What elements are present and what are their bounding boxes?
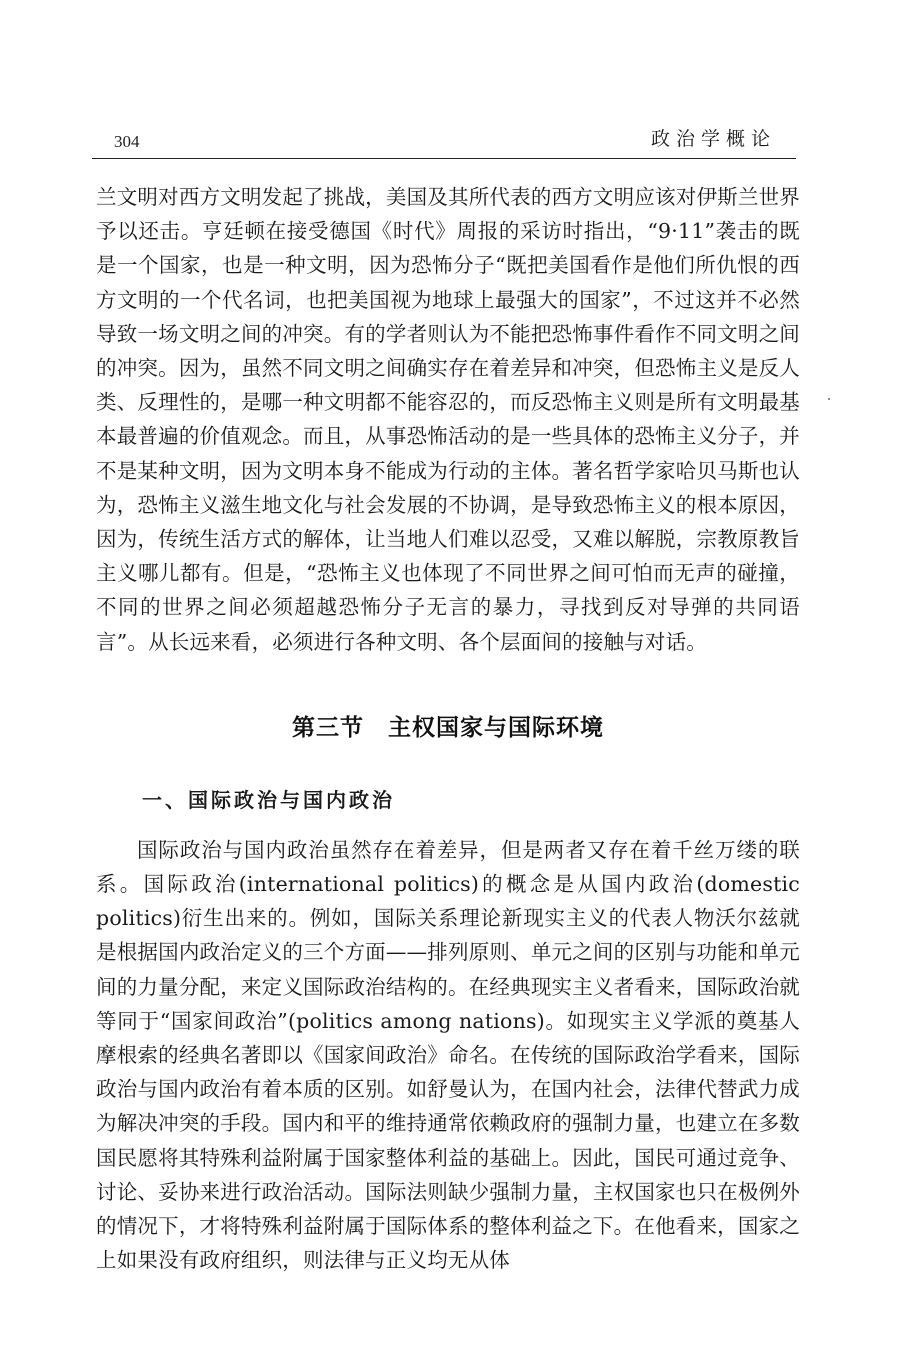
page-number: 304 (114, 132, 140, 151)
section-heading: 第三节 主权国家与国际环境 (292, 714, 604, 741)
page-body (96, 180, 800, 1277)
subsection-heading: 一、国际政治与国内政治 (142, 787, 395, 812)
body-paragraph: 兰文明对西方文明发起了挑战，美国及其所代表的西方文明应该对伊斯兰世界予以还击。亨廷顿在接受德国《时代》周报的采访时指出，“9·11”袭击的既是一个国家，也是一种文明，因为恐怖分子“既把美国看作是他们所仇恨的西方文明的一个代名词，也把美国视为地球上最强大的国家”，不过这并不必然导致一场文明之间的冲突。有的学者则认为不能把恐怖事件看作不同文明之间的冲突。因为，虽然不同文明之间确实存在着差异和冲突，但恐怖主义是反人类、反理性的，是哪一种文明都不能容忍的，而反恐怖主义则是所有文明最基本最普遍的价值观念。而且，从事恐怖活动的是一些具体的恐怖主义分子，并不是某种文明，因为文明本身不能成为行动的主体。著名哲学家哈贝马斯也认为，恐怖主义滋生地文化与社会发展的不协调，是导致恐怖主义的根本原因，因为，传统生活方式的解体，让当地人们难以忍受，又难以解脱，宗教原教旨主义哪儿都有。但是，“恐怖主义也体现了不同世界之间可怕而无声的碰撞，不同的世界之间必须超越恐怖分子无言的暴力，寻找到反对导弹的共同语言”。从长远来看，必须进行各种文明、各个层面间的接触与对话。 (96, 185, 800, 654)
body-paragraph: 国际政治与国内政治虽然存在着差异，但是两者又存在着千丝万缕的联系。国际政治(international politics)的概念是从国内政治(domestic politics)衍生出来的。例如，国际关系理论新现实主义的代表人物沃尔兹就是根据国内政治定义的三个方面——排列原则、单元之间的区别与功能和单元间的力量分配，来定义国际政治结构的。在经典现实主义者看来，国际政治就等同于“国家间政治”(politics among nations)。如现实主义学派的奠基人摩根索的经典名著即以《国家间政治》命名。在传统的国际政治学看来，国际政治与国内政治有着本质的区别。如舒曼认为，在国内社会，法律代替武力成为解决冲突的手段。国内和平的维持通常依赖政府的强制力量，也建立在多数国民愿将其特殊利益附属于国家整体利益的基础上。因此，国民可通过竞争、讨论、妥协来进行政治活动。国际法则缺少强制力量，主权国家也只在极例外的情况下，才将特殊利益附属于国际体系的整体利益之下。在他看来，国家之上如果没有政府组织，则法律与正义均无从体 (96, 837, 800, 1273)
running-header (92, 118, 796, 159)
book-title: 政治学概论 (650, 128, 776, 150)
scan-speck (828, 398, 830, 400)
